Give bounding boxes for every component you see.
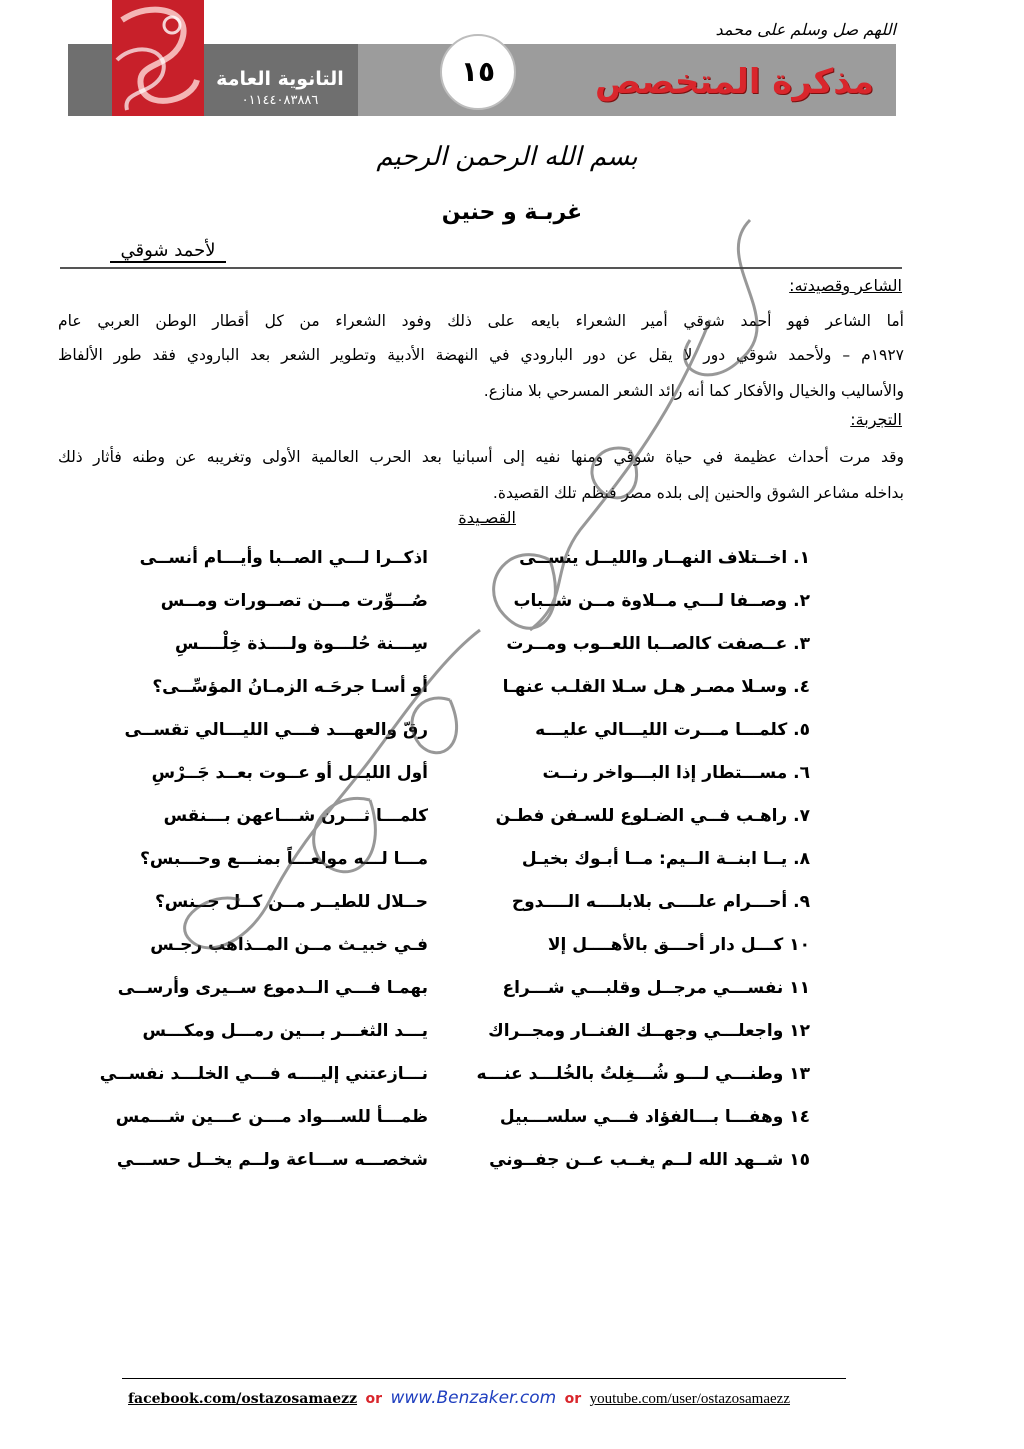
- verse-first-1: ١. اخــتلاف النهــار والليــل ينســى: [519, 548, 810, 568]
- verse-second-11: بهمـا فـــي الــدموع ســيرى وأرســى: [117, 978, 428, 998]
- verse-first-15: ١٥ شــهد الله لــم يغــب عــن جفــوني: [489, 1150, 810, 1170]
- prayer-line: اللهم صل وسلم على محمد: [715, 20, 896, 39]
- footer-separator-1: or: [365, 1391, 383, 1407]
- verse-first-3: ٣. عــصفت كالصــبا اللعــوب ومــرت: [506, 634, 810, 654]
- experience-heading: التجربة:: [850, 410, 902, 429]
- verse-first-6: ٦. مســـتطار إذا البـــواخر رنــت: [542, 763, 810, 783]
- verse-second-10: فـي خبيـث مــن المــذاهب رجـس: [150, 935, 428, 955]
- basmala-calligraphy: بسم الله الرحمن الرحيم: [376, 142, 638, 172]
- experience-line-2: بداخله مشاعر الشوق والحنين إلى بلده مصر فنظم تلك القصيدة.: [492, 484, 904, 502]
- logo-ornament-icon: [112, 0, 204, 116]
- footer-links: [128, 1388, 888, 1408]
- verse-second-3: سِـــنة حُلـــوة ولــــذة خِلْــــسِ: [175, 634, 428, 654]
- verse-first-12: ١٢ واجعلـــي وجهــك الفنــار ومجــراك: [488, 1021, 810, 1041]
- title-divider: [60, 267, 902, 269]
- verse-second-14: ظمـــأ للســـواد مـــن عـــين شـــمس: [115, 1107, 428, 1127]
- youtube-link[interactable]: youtube.com/user/ostazosamaezz: [589, 1391, 790, 1407]
- verse-first-11: ١١ نفســـي مرجــل وقلبـــي شـــراع: [502, 978, 810, 998]
- verse-second-2: صُـــوِّرت مـــن تصــورات ومــس: [160, 591, 428, 611]
- poem-heading: القصـيدة: [458, 508, 516, 527]
- verse-first-2: ٢. وصــفا لـــي مــلاوة مــن شــباب: [513, 591, 810, 611]
- verse-second-4: أو أسـا جرحَـه الزمـانُ المؤسِّــى؟: [152, 677, 428, 697]
- verse-first-13: ١٣ وطنـــي لـــو شُـــغِلتُ بالخُلـــد عنـــه: [476, 1064, 810, 1084]
- experience-line-1: وقد مرت أحداث عظيمة في حياة شوقي ومنها نفيه إلى أسبانيا بعد الحرب العالمية الأولى وتغريبه عن وطنه فأثار ذلك: [58, 448, 904, 466]
- school-name: التانوية العامة: [216, 68, 344, 90]
- verse-second-7: كلمـــا ثـــرن شـــاعهن بـــنقس: [163, 806, 428, 826]
- brand-title: مذكرة المتخصص: [594, 62, 874, 102]
- author-name: لأحمد شوقي: [110, 240, 226, 263]
- poet-line-3: والأساليب والخيال والأفكار كما أنه رائد الشعر المسرحي بلا منازع.: [483, 382, 904, 400]
- verse-first-10: ١٠ كـــل دار أحـــق بالأهــــل إلا: [547, 935, 810, 955]
- verse-first-8: ٨. يــا ابنــة الــيم: مــا أبـوك بخيـل: [521, 849, 810, 869]
- verse-second-9: حــلال للطيــر مــن كــل جــنس؟: [154, 892, 428, 912]
- school-phone: ٠١١٤٤٠٨٣٨٨٦: [241, 93, 319, 108]
- verse-first-5: ٥. كلمـــا مـــرت الليـــالي عليـــه: [535, 720, 810, 740]
- facebook-link[interactable]: facebook.com/ostazosamaezz: [128, 1391, 358, 1407]
- verse-second-1: اذكــرا لـــي الصــبا وأيـــام أنســى: [139, 548, 428, 568]
- poet-heading: الشاعر وقصيدته:: [789, 276, 902, 295]
- verse-second-5: رقّ والعهـــد فـــي الليـــالي تقســى: [124, 720, 428, 740]
- footer-separator-2: or: [564, 1391, 582, 1407]
- footer-divider: [122, 1378, 846, 1379]
- verse-second-13: نـــازعتني إليــــه فـــي الخلـــد نفســي: [99, 1064, 428, 1084]
- verse-second-8: مـــا لـــه مولعـــاً بمنـــع وحـــبس؟: [140, 849, 428, 869]
- verse-second-6: أول الليــل أو عــوت بعــد جَــرْسِ: [151, 763, 428, 783]
- benzaker-link[interactable]: www.Benzaker.com: [390, 1388, 557, 1408]
- verse-first-14: ١٤ وهفـــا بـــالفؤاد فـــي سلســـبيل: [499, 1107, 810, 1127]
- poet-line-1: أما الشاعر فهو أحمد شوقي أمير الشعراء بايعه على ذلك وفود الشعراء من كل أقطار الوطن العربي عام: [58, 312, 904, 330]
- verse-first-4: ٤. وسـلا مصـر هـل سـلا القلـب عنهـا: [502, 677, 810, 697]
- page-number: ١٥: [440, 34, 516, 110]
- verse-second-12: يـــد الثغـــر بـــين رمـــل ومكـــس: [142, 1021, 428, 1041]
- poet-line-2: ١٩٢٧م – ولأحمد شوقي دور لا يقل عن دور البارودي في النهضة الأدبية وتطوير الشعر بعد البارودي فقد طور الألفاظ: [58, 346, 904, 364]
- page-title: غربـة و حنين: [441, 200, 583, 225]
- verse-first-9: ٩. أحـــرام علــــى بلابلــــه الــــدوح: [511, 892, 810, 912]
- verse-first-7: ٧. راهـب فــي الضـلوع للسـفن فطـن: [495, 806, 810, 826]
- verse-second-15: شخصـــه ســـاعة ولــم يخــل حســـي: [116, 1150, 428, 1170]
